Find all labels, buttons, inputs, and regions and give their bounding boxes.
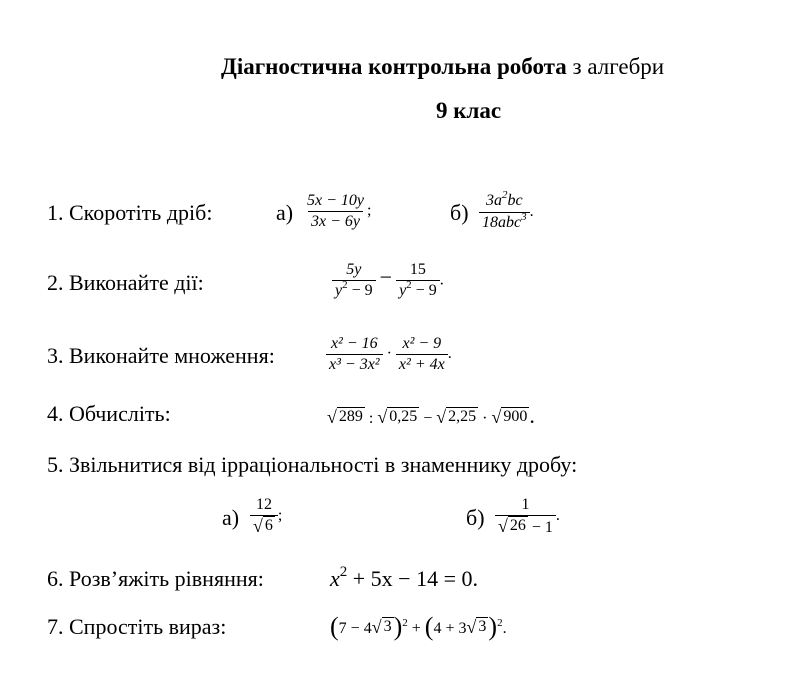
radical-icon: √	[377, 407, 388, 427]
radical-icon: √	[436, 407, 447, 427]
task-1-a-expression	[304, 191, 371, 232]
grade-label: 9 клас	[436, 98, 502, 123]
task-1-b-label: б)	[450, 200, 469, 225]
numerator: x² − 16	[330, 335, 378, 352]
divide-operator: :	[368, 410, 374, 427]
task-1-a-label: а)	[276, 200, 294, 225]
numerator: x² − 9	[402, 335, 442, 352]
numerator: $3a^2bc$	[486, 189, 523, 209]
radical-icon: √	[253, 516, 263, 536]
fraction	[304, 191, 367, 232]
task-1-b-expression	[479, 191, 534, 234]
fraction	[396, 334, 448, 375]
denominator: x² + 4x	[396, 354, 448, 375]
denominator: x³ − 3x²	[326, 354, 383, 375]
denominator: 3x − 6y	[308, 211, 363, 232]
task-5-label: 5. Звільнитися від ірраціональності в знаменнику дробу:	[47, 452, 578, 477]
square-root: √ 289	[327, 407, 363, 427]
radical-icon: √	[498, 516, 508, 536]
fraction	[250, 495, 278, 538]
minus-operator: −	[423, 410, 433, 427]
denominator: $y^2 - 9$	[332, 280, 376, 302]
numerator: 5y	[346, 261, 362, 278]
separator: ;	[277, 507, 283, 525]
period: .	[439, 271, 444, 289]
period: .	[555, 507, 560, 525]
task-4-label: 4. Обчисліть:	[47, 401, 171, 426]
minus-operator: −	[379, 264, 393, 290]
task-2-expression	[332, 260, 444, 302]
denominator: √ 26 − 1	[495, 515, 556, 538]
denominator: 18abc$^3$	[479, 212, 530, 234]
task-5-a-expression	[250, 495, 282, 538]
document-title	[221, 54, 664, 80]
task-1-label: 1. Скоротіть дріб:	[47, 200, 213, 225]
fraction	[479, 191, 530, 234]
numerator: 5x − 10y	[307, 192, 364, 209]
task-7-label: 7. Спростіть вираз:	[47, 614, 227, 639]
radical-icon: √	[491, 407, 502, 427]
radical-icon: √	[327, 407, 337, 427]
plus-operator: +	[411, 620, 421, 637]
radical-icon: √	[371, 617, 382, 637]
radical-icon: √	[466, 617, 477, 637]
period: .	[447, 345, 452, 363]
task-4-expression	[327, 403, 535, 429]
task-2-label: 2. Виконайте дії:	[47, 270, 204, 295]
fraction	[326, 334, 383, 375]
task-7-expression: (7 − 4 √ 3 )$^2$ + (4 + 3 √ 3 )$^2$.	[330, 612, 507, 641]
square-root: √ 2,25	[436, 407, 477, 427]
denominator: $y^2 - 9$	[396, 280, 440, 302]
dot-operator: ·	[386, 345, 392, 363]
numerator: 1	[521, 496, 530, 513]
task-3-expression	[326, 334, 452, 375]
task-6-label: 6. Розв’яжіть рівняння:	[47, 566, 264, 591]
fraction	[495, 495, 556, 538]
numerator: 15	[409, 261, 426, 278]
task-3-label: 3. Виконайте множення:	[47, 343, 275, 368]
task-5-b-expression	[495, 495, 560, 538]
task-5-a-label: а)	[222, 505, 240, 530]
square-root: √ 900	[491, 407, 528, 427]
fraction	[332, 260, 376, 302]
fraction	[396, 260, 440, 302]
title-bold: Діагностична контрольна робота	[221, 54, 567, 79]
period: .	[529, 403, 535, 428]
period: .	[502, 620, 507, 637]
numerator: 12	[255, 496, 272, 513]
dot-operator: ·	[482, 410, 488, 427]
task-5-b-label: б)	[466, 505, 485, 530]
period: .	[529, 203, 534, 221]
square-root: √ 0,25	[377, 407, 418, 427]
task-6-equation: $x^2 + 5x - 14 = 0$.	[330, 564, 478, 591]
title-rest: з алгебри	[566, 54, 665, 79]
denominator: √ 6	[250, 515, 278, 538]
separator: ;	[367, 202, 372, 220]
